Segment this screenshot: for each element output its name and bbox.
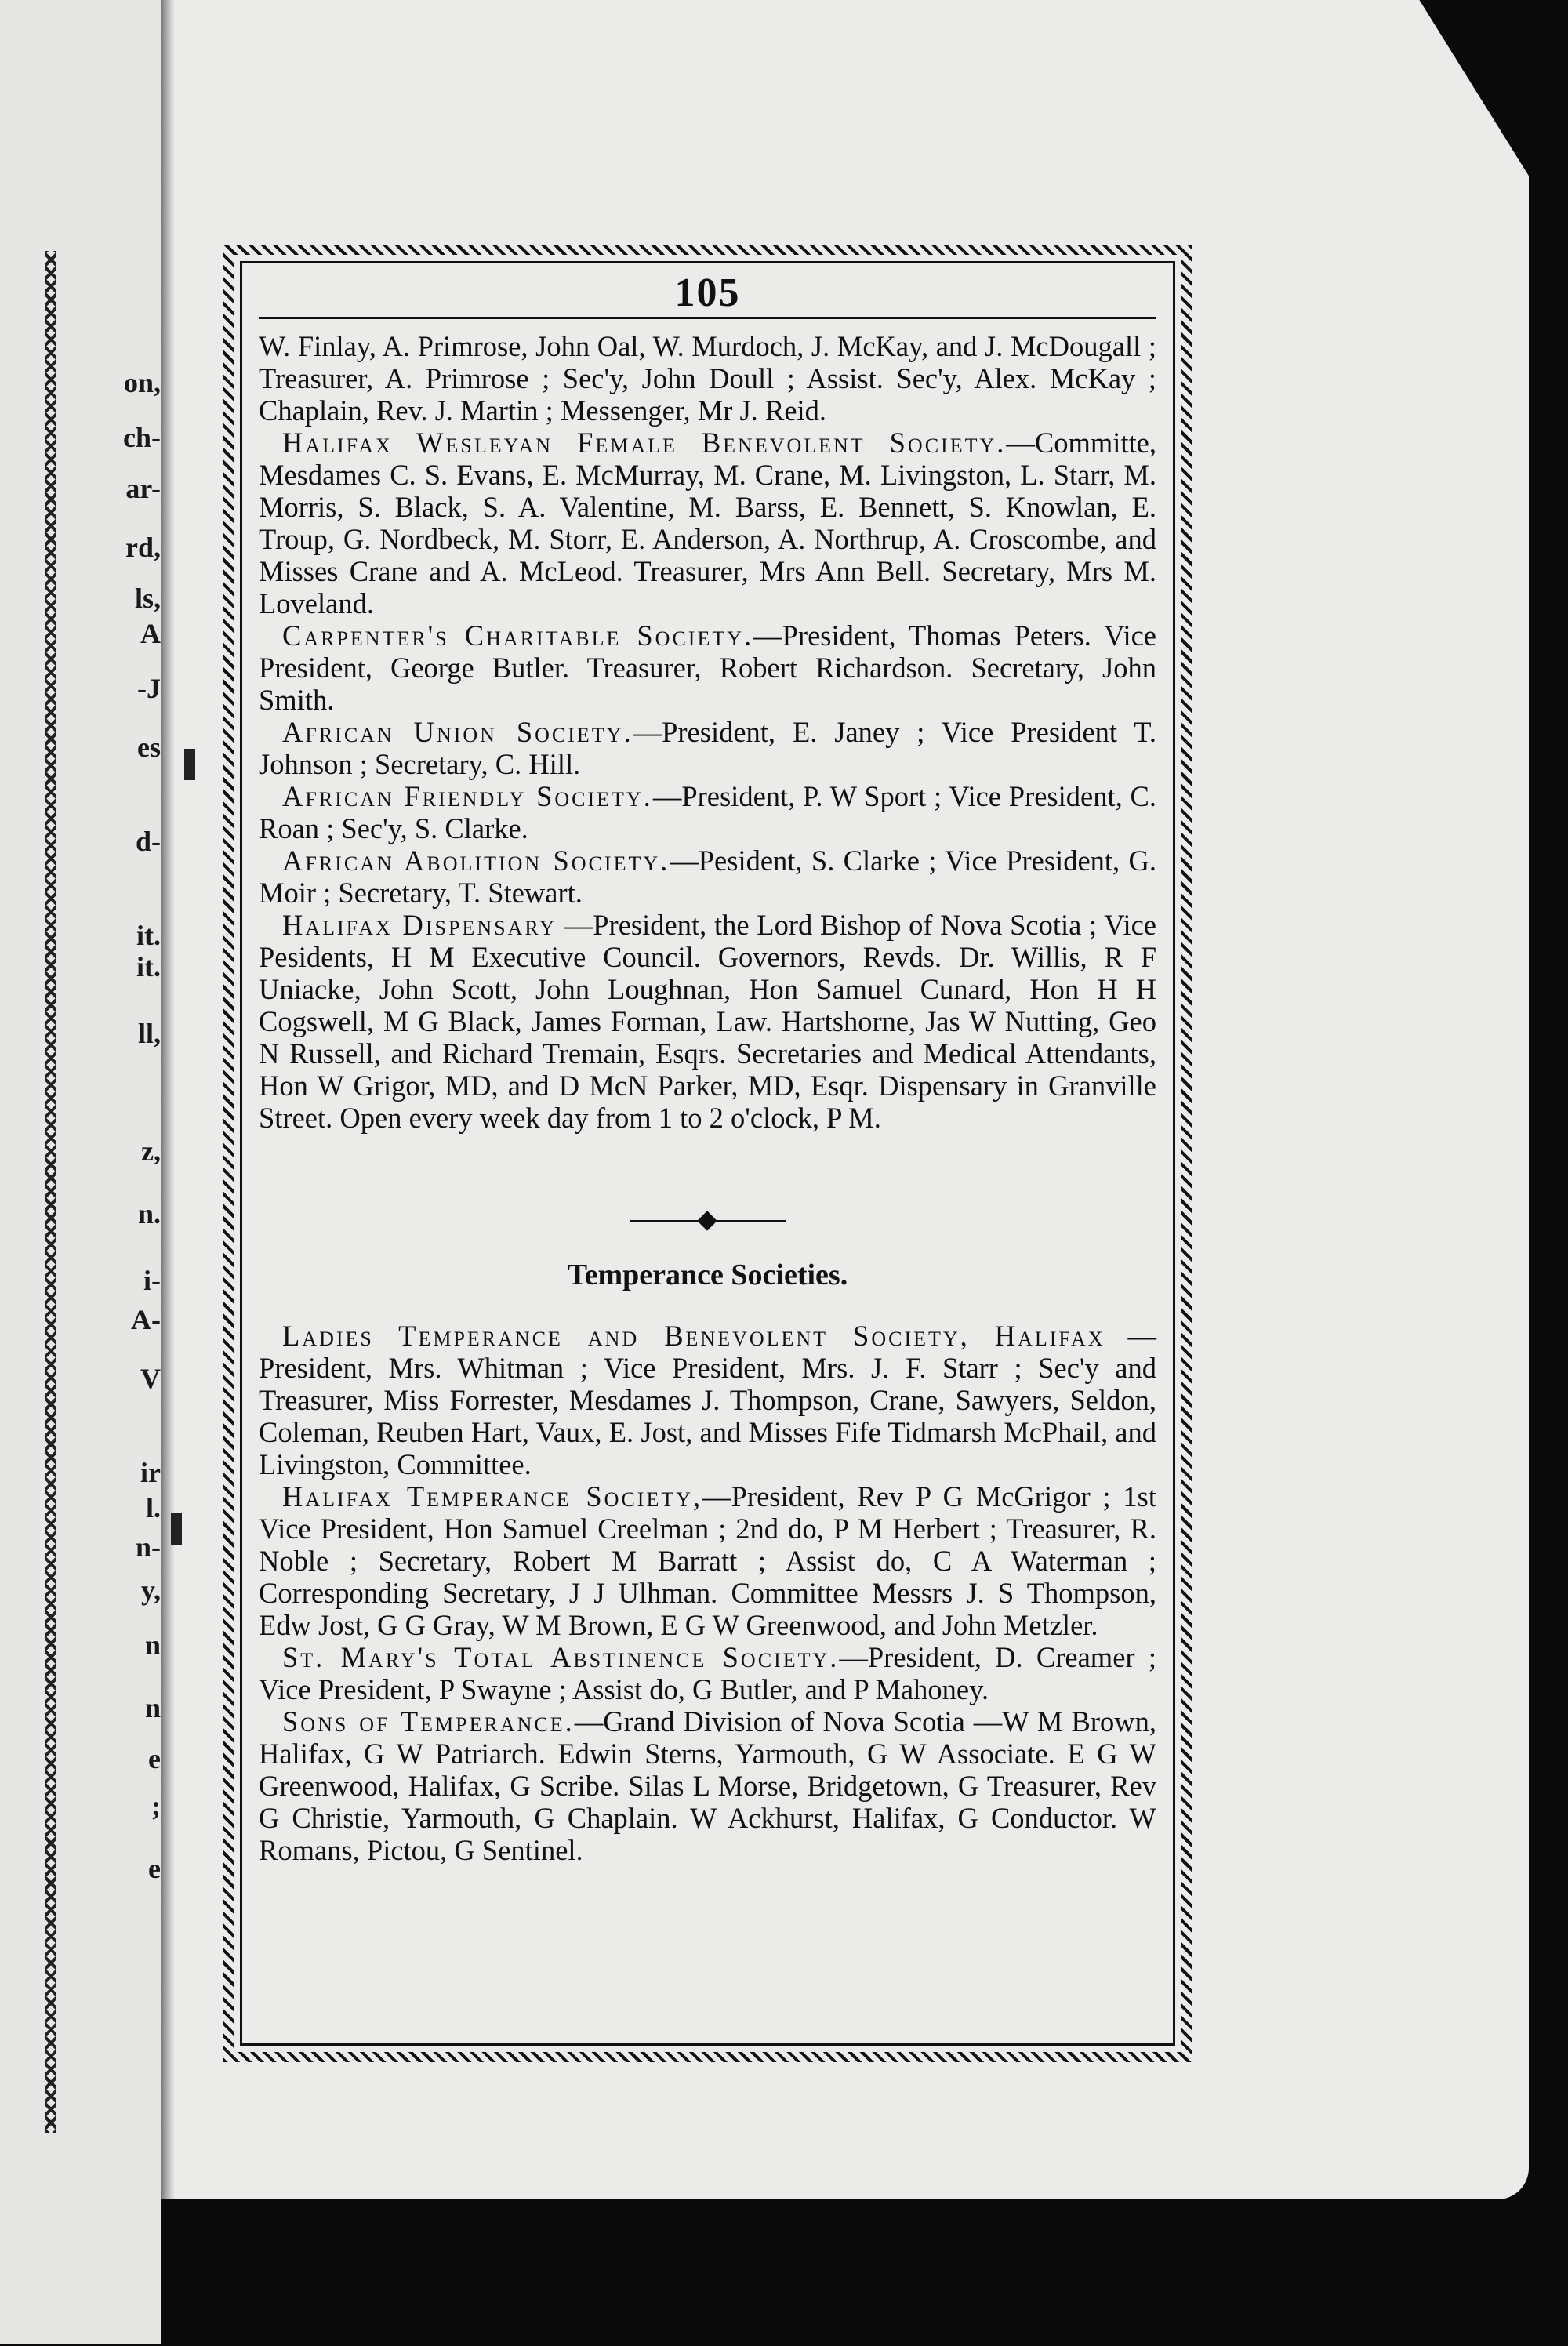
page-gutter <box>161 0 175 2199</box>
previous-page-fragment: A- <box>131 1304 161 1335</box>
binding-mark <box>171 1513 182 1545</box>
binding-mark <box>184 749 195 780</box>
previous-page-border <box>45 251 56 2133</box>
society-name: Sons of Temperance. <box>282 1705 575 1738</box>
listing-text: W. Finlay, A. Primrose, John Oal, W. Murdoch, J. McKay, and J. McDougall ; Treasurer, A. Primrose ; Sec'y, John Doull ; Assist. Sec'y, Alex. McKay ; Chaplain, Rev. J. Martin ; Messenger, Mr J. Reid. <box>259 330 1156 427</box>
listing-paragraph <box>259 330 1156 427</box>
listing-paragraph <box>259 1320 1156 1480</box>
society-name: African Abolition Society. <box>282 844 670 877</box>
previous-page-fragment: ls, <box>134 583 161 614</box>
society-listings <box>259 330 1156 1134</box>
listing-text: —President, E. Janey ; Vice President T. Johnson ; Secretary, C. Hill. <box>259 716 1157 780</box>
listing-paragraph <box>259 1480 1156 1641</box>
page-content <box>259 271 1156 1866</box>
society-name: St. Mary's Total Abstinence Society. <box>282 1641 840 1673</box>
previous-page-fragment: ir <box>140 1457 161 1488</box>
previous-page-fragment: ll, <box>137 1018 161 1049</box>
listing-text: —Committe, Mesdames C. S. Evans, E. McMurray, M. Crane, M. Livingston, L. Starr, M. Morris, S. Black, S. A. Valentine, M. Barss, E. Bennett, S. Knowlan, E. Troup, G. Nordbeck, M. Storr, E. Anderson, A. Northrup, A. Croscombe, and Misses Crane and A. McLeod. Treasurer, Mrs Ann Bell. Secretary, Mrs M. Loveland. <box>259 427 1156 619</box>
previous-page-fragment: d- <box>135 826 161 857</box>
society-name: African Union Society. <box>282 716 633 748</box>
society-name: Halifax Dispensary <box>282 909 557 941</box>
society-name: African Friendly Society. <box>282 780 653 812</box>
listing-text: —President, P. W Sport ; Vice President, C. Roan ; Sec'y, S. Clarke. <box>259 780 1156 844</box>
listing-paragraph <box>259 427 1156 619</box>
previous-page-fragment: ; <box>151 1790 161 1821</box>
previous-page-fragment: rd, <box>125 532 161 563</box>
listing-paragraph <box>259 844 1156 909</box>
listing-text: —Grand Division of Nova Scotia —W M Brown, Halifax, G W Patriarch. Edwin Sterns, Yarmouth, G W Associate. E G W Greenwood, Halifax, G Scribe. Silas L Morse, Bridgetown, G Treasurer, Rev G Christie, Yarmouth, G Chaplain. W Ackhurst, Halifax, G Conductor. W Romans, Pictou, G Sentinel. <box>259 1705 1156 1866</box>
previous-page-fragment: on, <box>123 367 161 398</box>
page-number: 105 <box>674 271 741 315</box>
previous-page-fragment: l. <box>145 1492 161 1523</box>
society-name: Halifax Wesleyan Female Benevolent Society. <box>282 427 1007 459</box>
previous-page-fragment: A <box>140 618 161 649</box>
listing-paragraph <box>259 619 1156 716</box>
listing-text: —Pesident, S. Clarke ; Vice President, G. Moir ; Secretary, T. Stewart. <box>259 844 1156 909</box>
temperance-listings <box>259 1320 1156 1866</box>
listing-paragraph <box>259 1641 1156 1705</box>
previous-page-fragment: es <box>137 732 161 763</box>
previous-page-fragment: n <box>144 1629 161 1661</box>
previous-page-fragment: e <box>148 1743 161 1774</box>
previous-page-fragment: i- <box>143 1265 161 1296</box>
previous-page-fragment: n- <box>135 1531 161 1563</box>
listing-paragraph <box>259 909 1156 1134</box>
previous-page-edge <box>0 0 161 2344</box>
previous-page-fragment: it. <box>136 951 161 982</box>
society-name: Carpenter's Charitable Society. <box>282 619 754 652</box>
listing-paragraph <box>259 1705 1156 1866</box>
previous-page-fragment: n <box>144 1692 161 1723</box>
section-ornament <box>630 1215 786 1228</box>
header-rule <box>259 317 1156 319</box>
section-heading: Temperance Societies. <box>567 1258 848 1291</box>
society-name: Halifax Temperance Society, <box>282 1480 703 1513</box>
previous-page-fragment: z, <box>141 1135 161 1167</box>
ornament-diamond <box>697 1211 717 1230</box>
listing-text: —President, D. Creamer ; Vice President, P Swayne ; Assist do, G Butler, and P Mahoney. <box>259 1641 1156 1705</box>
previous-page-fragment: ch- <box>123 422 161 453</box>
previous-page-fragment: e <box>148 1853 161 1884</box>
listing-paragraph <box>259 716 1156 780</box>
previous-page-fragment: ar- <box>125 473 161 504</box>
society-name: Ladies Temperance and Benevolent Society, Halifax <box>282 1320 1105 1352</box>
previous-page-fragment: y, <box>140 1574 161 1606</box>
previous-page-fragment: it. <box>136 920 161 951</box>
previous-page-fragment: V <box>140 1363 161 1394</box>
listing-paragraph <box>259 780 1156 844</box>
listing-text: —President, Thomas Peters. Vice President, George Butler. Treasurer, Robert Richardson. Secretary, John Smith. <box>259 619 1157 716</box>
previous-page-fragment: n. <box>137 1198 161 1229</box>
listing-text: —President, the Lord Bishop of Nova Scotia ; Vice Pesidents, H M Executive Council. Governors, Revds. Dr. Willis, R F Uniacke, John Scott, John Loughnan, Hon Samuel Cunard, Hon H H Cogswell, M G Black, James Forman, Law. Hartshorne, Jas W Nutting, Geo N Russell, and Richard Tremain, Esqrs. Secretaries and Medical Attendants, Hon W Grigor, MD, and D McN Parker, MD, Esqr. Dispensary in Granville Street. Open every week day from 1 to 2 o'clock, P M. <box>259 909 1156 1134</box>
previous-page-fragment: -J <box>137 673 161 704</box>
listing-text: —President, Mrs. Whitman ; Vice President, Mrs. J. F. Starr ; Sec'y and Treasurer, Miss Forrester, Mesdames J. Thompson, Crane, Sawyers, Seldon, Coleman, Reuben Hart, Vaux, E. Jost, and Misses Fife Tidmarsh McPhail, and Livingston, Committee. <box>259 1320 1157 1480</box>
listing-text: —President, Rev P G McGrigor ; 1st Vice President, Hon Samuel Creelman ; 2nd do, P M Herbert ; Treasurer, R. Noble ; Secretary, Robert M Barratt ; Assist do, C A Waterman ; Corresponding Secretary, J J Ulhman. Committee Messrs J. S Thompson, Edw Jost, G G Gray, W M Brown, E G W Greenwood, and John Metzler. <box>259 1480 1156 1641</box>
